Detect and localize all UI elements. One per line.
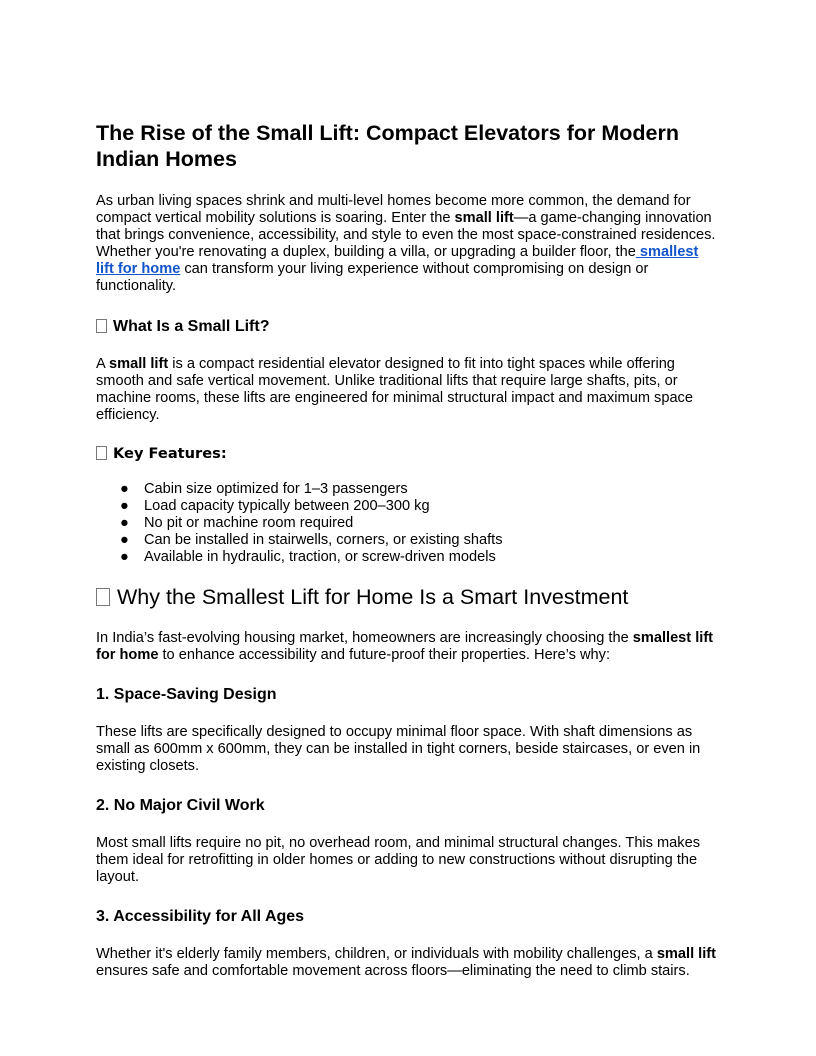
why-paragraph (96, 630, 720, 664)
what-heading (96, 317, 720, 337)
what-bold: small lift (108, 356, 169, 372)
bullet-icon: ● (120, 481, 129, 497)
intro-paragraph (96, 193, 720, 295)
missing-glyph-icon (96, 446, 107, 460)
what-text-2: is a compact residential elevator designed to fit into tight spaces while offering smooth and safe vertical movement. Unlike traditional lifts that require large shafts, pits, or machine rooms, these lifts are engineered for minimal structural impact and maximum space efficiency. (96, 356, 693, 423)
what-heading-text: What Is a Small Lift? (113, 318, 270, 335)
list-item-text: Cabin size optimized for 1–3 passengers (144, 481, 408, 497)
bullet-icon: ● (120, 549, 129, 565)
features-heading (96, 445, 720, 463)
page-title: The Rise of the Small Lift: Compact Elevators for Modern Indian Homes (96, 121, 679, 171)
why-heading-text: Why the Smallest Lift for Home Is a Smart Investment (117, 585, 629, 609)
why-bold: smallest lift for home (96, 630, 714, 663)
bullet-icon: ● (120, 515, 129, 531)
intro-text-2: —a game-changing innovation that brings convenience, accessibility, and style to even the most space-constrained residences. Whether you're renovating a duplex, building a villa, or upgrading a builder floor, the (96, 210, 716, 260)
list-item-text: Available in hydraulic, traction, or screw-driven models (144, 549, 496, 565)
access-heading: 3. Accessibility for All Ages (96, 908, 305, 925)
missing-glyph-icon (96, 588, 110, 606)
what-text-1: A (96, 356, 109, 372)
why-text-1: In India’s fast-evolving housing market, homeowners are increasingly choosing the (96, 630, 633, 646)
document-page (96, 120, 720, 980)
list-item-text: No pit or machine room required (144, 515, 354, 531)
section-heading: 1. Space-Saving Design (96, 686, 277, 703)
smallest-lift-link[interactable]: smallest lift for home (96, 244, 699, 277)
list-item (96, 515, 720, 532)
section-paragraph: Most small lifts require no pit, no overhead room, and minimal structural changes. This makes them ideal for retrofitting in older homes or adding to new constructions without disrupting the layout. (96, 835, 701, 885)
section-paragraph: These lifts are specifically designed to occupy minimal floor space. With shaft dimensions as small as 600mm x 600mm, they can be installed in tight corners, beside staircases, or even in existing closets. (96, 724, 701, 774)
access-text-1: Whether it's elderly family members, children, or individuals with mobility challenges, a (96, 946, 657, 962)
what-paragraph (96, 356, 720, 424)
access-paragraph (96, 946, 720, 980)
intro-text-1: As urban living spaces shrink and multi-level homes become more common, the demand for compact vertical mobility solutions is soaring. Enter the (96, 193, 691, 226)
list-item (96, 549, 720, 566)
features-heading-text: Key Features: (113, 445, 227, 462)
access-bold: small lift (656, 946, 717, 962)
list-item-text: Load capacity typically between 200–300 kg (144, 498, 430, 514)
bullet-icon: ● (120, 532, 129, 548)
section-heading: 2. No Major Civil Work (96, 797, 265, 814)
why-text-2: to enhance accessibility and future-proof their properties. Here’s why: (158, 647, 610, 663)
list-item (96, 481, 720, 498)
list-item (96, 532, 720, 549)
bullet-icon: ● (120, 498, 129, 514)
list-item (96, 498, 720, 515)
intro-text-3: can transform your living experience without compromising on design or functionality. (96, 261, 649, 294)
features-list (96, 481, 720, 566)
intro-bold: small lift (454, 210, 514, 226)
access-text-2: ensures safe and comfortable movement across floors—eliminating the need to climb stairs. (96, 963, 690, 979)
missing-glyph-icon (96, 319, 107, 333)
list-item-text: Can be installed in stairwells, corners, or existing shafts (144, 532, 503, 548)
why-heading (96, 584, 720, 610)
